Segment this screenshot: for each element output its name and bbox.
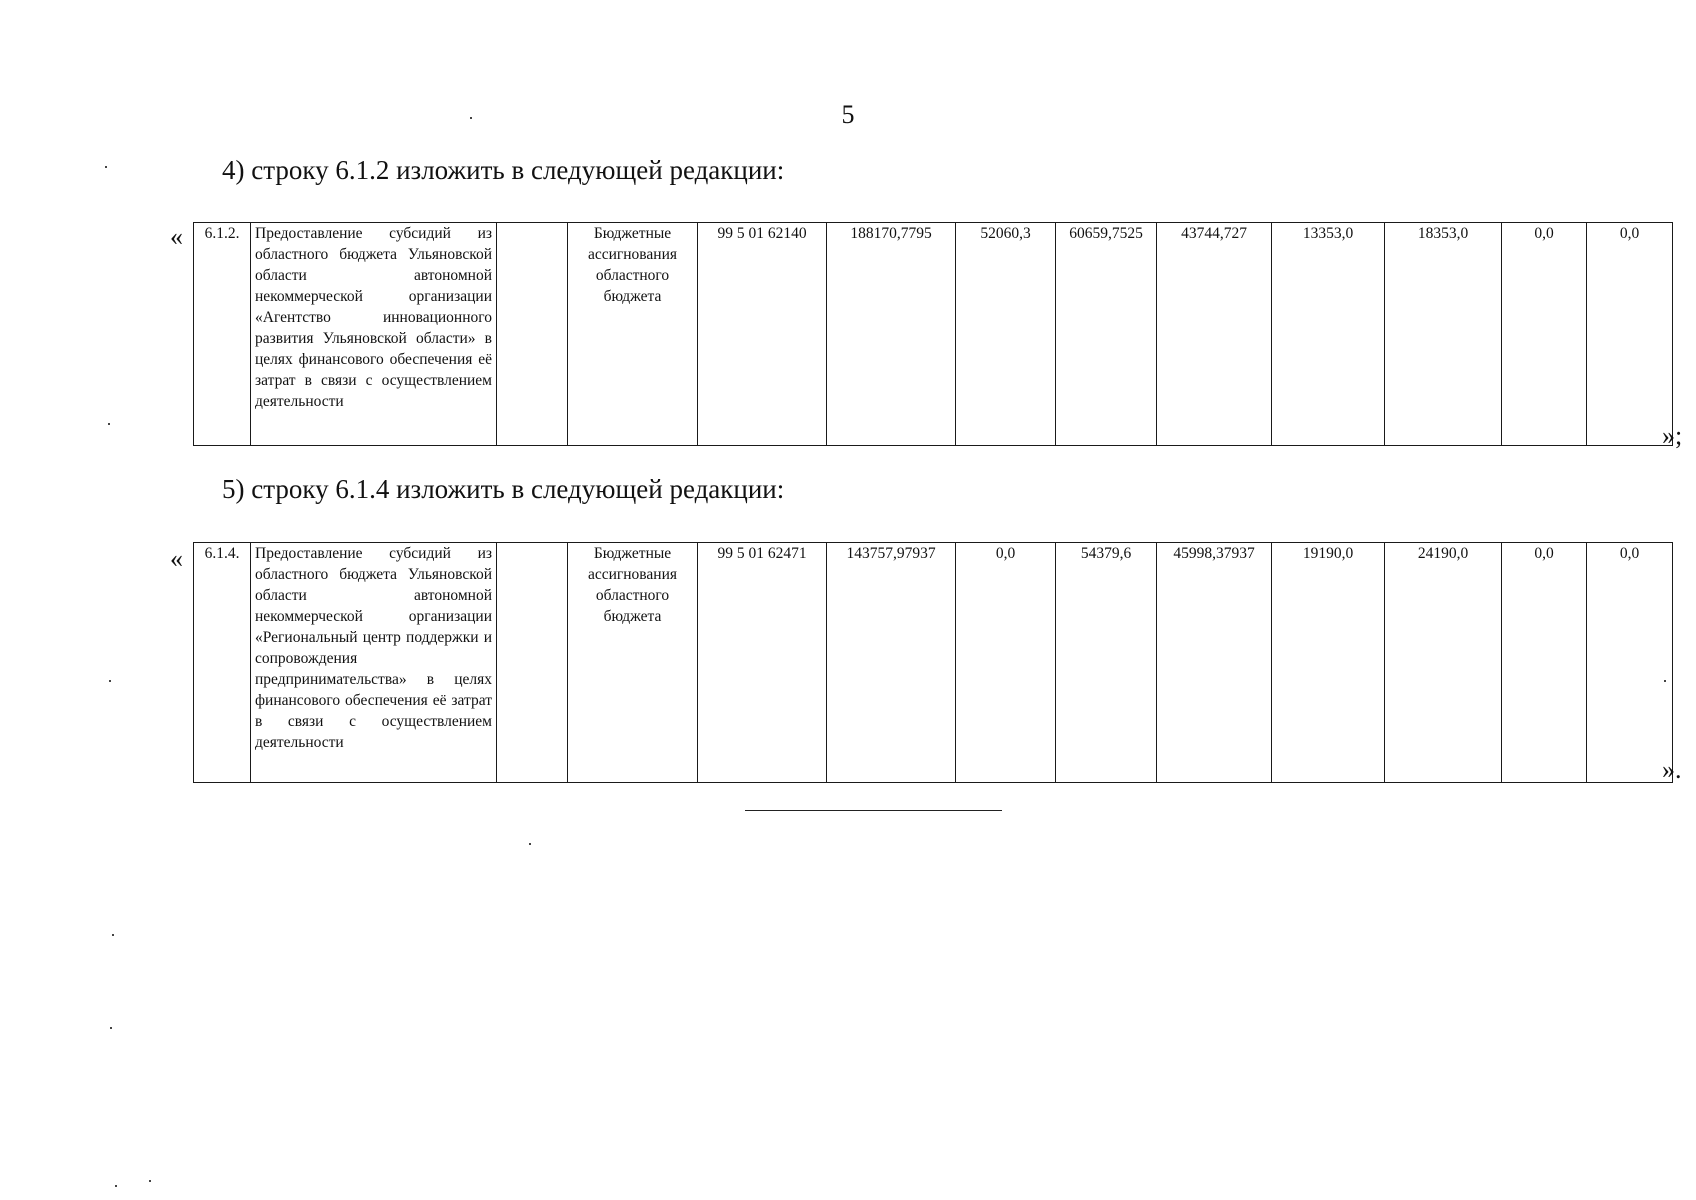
row-value-year-3: 45998,37937 [1157,543,1272,783]
row-budget-code: 99 5 01 62140 [698,223,827,446]
row-value-year-2: 54379,6 [1056,543,1157,783]
row-number: 6.1.4. [194,543,251,783]
amendment-heading-6-1-2: 4) строку 6.1.2 изложить в следующей редакции: [222,155,785,185]
row-executor [497,543,568,783]
close-quote-6-1-4: ». [1662,755,1682,784]
scan-speck [109,680,111,682]
row-description: Предоставление субсидий из областного бюджета Ульяновской области автономной некоммерческой организации «Региональный центр поддержки и сопровождения предпринимательства» в целях финансового обеспечения её затрат в связи с осуществлением деятельности [251,543,497,783]
scan-speck [470,117,472,119]
scan-speck [115,1185,117,1187]
row-total: 188170,7795 [827,223,956,446]
row-executor [497,223,568,446]
open-quote-6-1-4: « [170,544,183,573]
row-value-year-3: 43744,727 [1157,223,1272,446]
row-budget-code: 99 5 01 62471 [698,543,827,783]
row-value-year-6: 0,0 [1502,543,1587,783]
scan-speck [149,1180,151,1182]
row-table-6-1-2 [193,222,1673,446]
open-quote-6-1-2: « [170,222,183,251]
closing-rule [745,810,1002,811]
row-value-year-7: 0,0 [1587,223,1673,446]
row-value-year-5: 24190,0 [1385,543,1502,783]
row-value-year-4: 13353,0 [1272,223,1385,446]
row-value-year-5: 18353,0 [1385,223,1502,446]
row-value-year-4: 19190,0 [1272,543,1385,783]
row-value-year-7: 0,0 [1587,543,1673,783]
scan-speck [1664,680,1666,682]
row-value-year-1: 52060,3 [956,223,1056,446]
amendment-heading-6-1-4: 5) строку 6.1.4 изложить в следующей редакции: [222,474,785,504]
row-funding-source: Бюджетные ассигнования областного бюджета [568,223,698,446]
scan-speck [108,423,110,425]
row-description: Предоставление субсидий из областного бюджета Ульяновской области автономной некоммерческой организации «Агентство инновационного развития Ульяновской области» в целях финансового обеспечения её затрат в связи с осуществлением деятельности [251,223,497,446]
row-value-year-2: 60659,7525 [1056,223,1157,446]
scan-speck [110,1027,112,1029]
close-quote-6-1-2: »; [1662,421,1683,450]
row-total: 143757,97937 [827,543,956,783]
scan-speck [529,843,531,845]
row-table-6-1-4 [193,542,1673,783]
table-row [194,543,1673,783]
row-value-year-6: 0,0 [1502,223,1587,446]
row-number: 6.1.2. [194,223,251,446]
page-number: 5 [841,100,855,129]
row-funding-source: Бюджетные ассигнования областного бюджета [568,543,698,783]
row-value-year-1: 0,0 [956,543,1056,783]
scan-speck [112,934,114,936]
scan-speck [105,166,107,168]
table-row [194,223,1673,446]
